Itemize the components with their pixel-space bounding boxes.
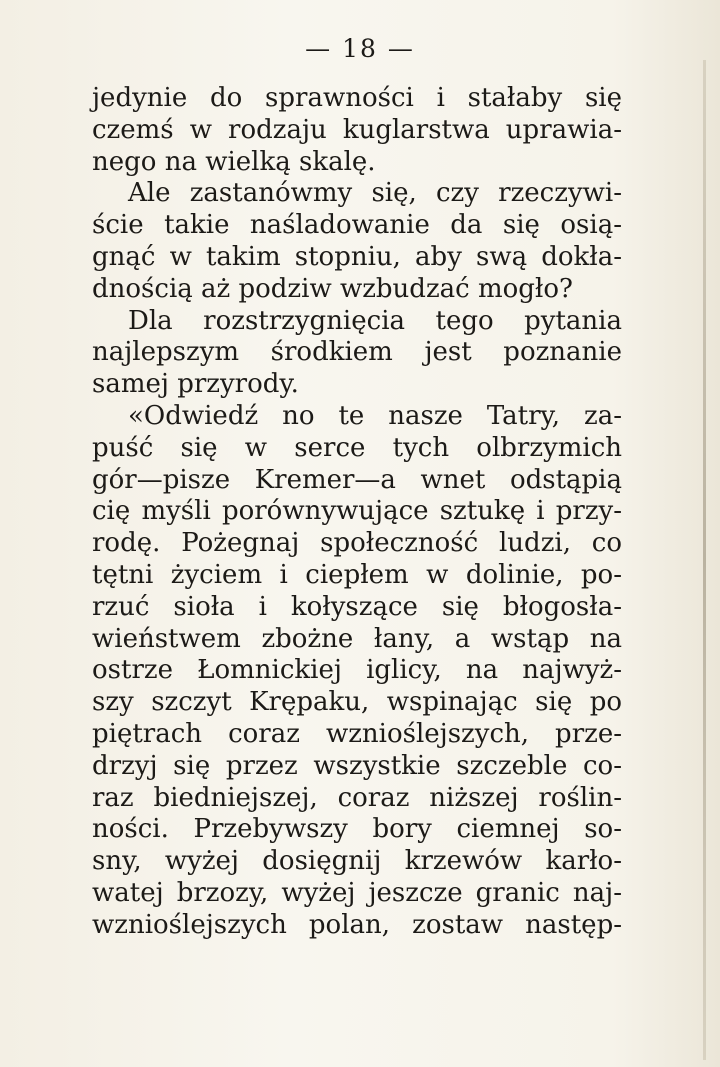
text-line: raz biedniejszej, coraz niższej roślin- bbox=[92, 782, 622, 813]
text-line: gnąć w takim stopniu, aby swą dokła- bbox=[92, 241, 622, 272]
text-line: puść się w serce tych olbrzymich bbox=[92, 432, 622, 463]
text-line: drzyj się przez wszystkie szczeble co- bbox=[92, 750, 622, 781]
text-line: rodę. Pożegnaj społeczność ludzi, co bbox=[92, 528, 622, 559]
text-line: Ale zastanówmy się, czy rzeczywi- bbox=[128, 178, 622, 209]
page-number: — 18 — bbox=[305, 34, 415, 63]
text-line: piętrach coraz wznioślejszych, prze- bbox=[92, 718, 622, 749]
text-line: najlepszym środkiem jest poznanie bbox=[92, 337, 622, 368]
text-line: sny, wyżej dosięgnij krzewów karło- bbox=[92, 846, 622, 877]
text-line: cię myśli porównywujące sztukę i przy- bbox=[92, 496, 622, 527]
page-edge-shadow bbox=[703, 60, 706, 1060]
text-line: samej przyrody. bbox=[92, 369, 299, 400]
text-line: wieństwem zbożne łany, a wstąp na bbox=[92, 623, 622, 654]
text-line: ostrze Łomnickiej iglicy, na najwyż- bbox=[92, 655, 622, 686]
text-line: ście takie naśladowanie da się osią- bbox=[92, 210, 622, 241]
text-line: wznioślejszych polan, zostaw następ- bbox=[92, 909, 622, 940]
text-line: dnością aż podziw wzbudzać mogło? bbox=[92, 273, 573, 304]
text-line: gór—pisze Kremer—a wnet odstąpią bbox=[92, 464, 622, 495]
text-line: ności. Przebywszy bory ciemnej so- bbox=[92, 814, 622, 845]
text-line: watej brzozy, wyżej jeszcze granic naj- bbox=[92, 877, 622, 908]
text-line: Dla rozstrzygnięcia tego pytania bbox=[128, 305, 622, 336]
text-line: rzuć sioła i kołyszące się błogosła- bbox=[92, 591, 622, 622]
text-line: czemś w rodzaju kuglarstwa uprawia- bbox=[92, 114, 622, 145]
text-line: nego na wielką skalę. bbox=[92, 146, 376, 177]
text-line: szy szczyt Krępaku, wspinając się po bbox=[92, 687, 622, 718]
body-text bbox=[92, 83, 622, 942]
text-line: «Odwiedź no te nasze Tatry, za- bbox=[128, 400, 622, 431]
text-line: tętni życiem i ciepłem w dolinie, po- bbox=[92, 559, 622, 590]
text-line: jedynie do sprawności i stałaby się bbox=[92, 83, 622, 113]
